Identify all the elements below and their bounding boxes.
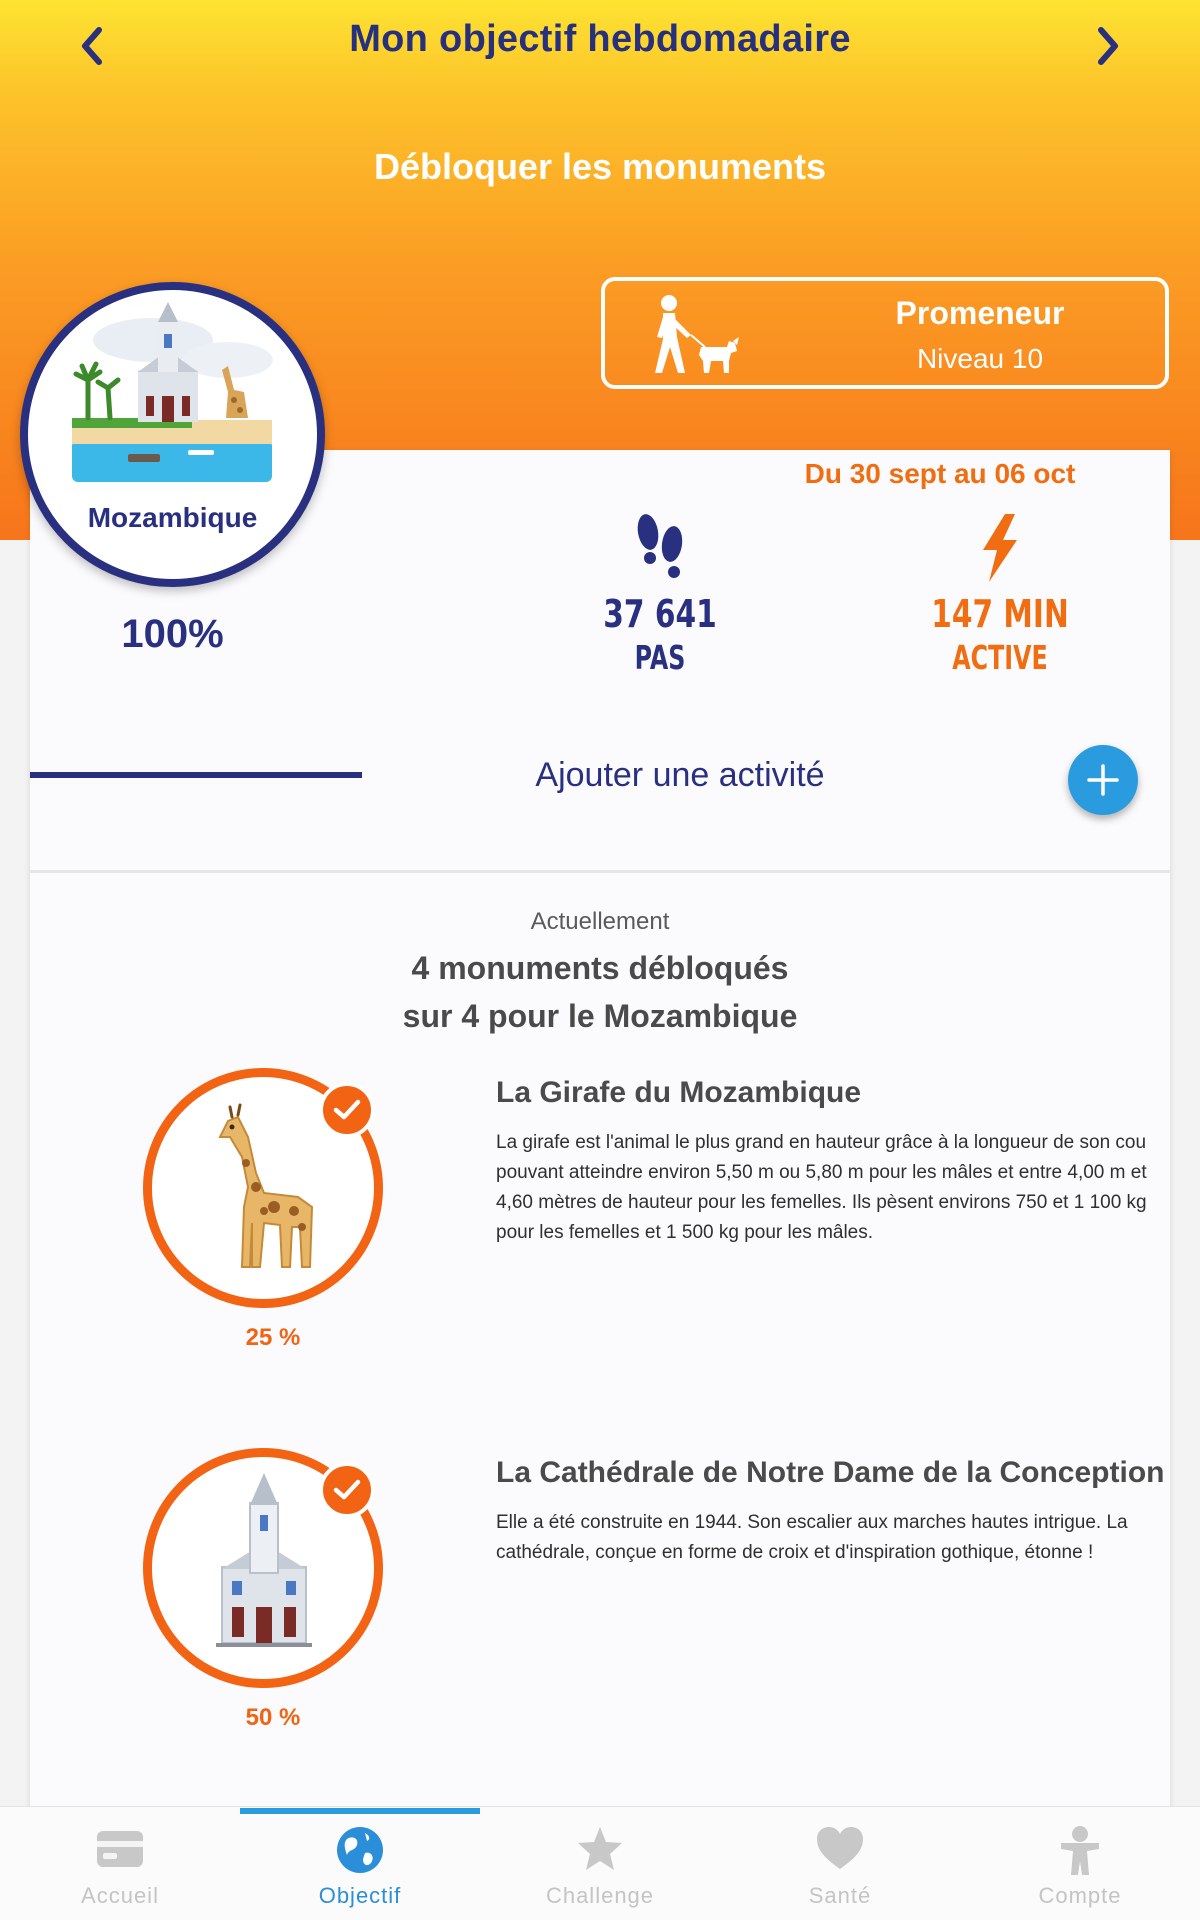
level-name: Promeneur bbox=[895, 295, 1065, 331]
bottom-navigation bbox=[0, 1806, 1200, 1920]
heart-icon bbox=[815, 1825, 865, 1873]
next-week-button[interactable] bbox=[1078, 16, 1138, 76]
add-activity-button[interactable] bbox=[1068, 745, 1138, 815]
nav-item-objectif[interactable] bbox=[240, 1807, 480, 1920]
steps-stat bbox=[560, 512, 760, 677]
monument-cathedral-description: Elle a été construite en 1944. Son escalier aux marches hautes intrigue. La cathédrale, conçue en forme de croix et d'inspiration gothique, étonne ! bbox=[496, 1512, 1128, 1563]
home-card-icon bbox=[95, 1825, 145, 1873]
checkmark-icon bbox=[333, 1478, 361, 1502]
chevron-right-icon bbox=[1093, 26, 1123, 66]
steps-unit: PAS bbox=[634, 638, 686, 677]
monument-giraffe-description: La girafe est l'animal le plus grand en hauteur grâce à la longueur de son cou pouvant atteindre environ 5,50 m ou 5,80 m pour les mâles et entre 4,00 m et 4,60 mètres de hauteur pour les femelles. Ils pèsent environs 750 et 1 100 kg pour les femelles et 1 500 kg pour les mâles. bbox=[496, 1132, 1147, 1243]
nav-item-accueil[interactable] bbox=[0, 1807, 240, 1920]
section-divider bbox=[30, 870, 1170, 873]
plus-icon bbox=[1085, 762, 1121, 798]
checkmark-icon bbox=[333, 1098, 361, 1122]
unlocked-summary-line1: 4 monuments débloqués bbox=[411, 950, 789, 986]
nav-item-sante[interactable] bbox=[720, 1807, 960, 1920]
unlocked-summary bbox=[0, 944, 1200, 1040]
nav-item-compte[interactable] bbox=[960, 1807, 1200, 1920]
level-card[interactable] bbox=[601, 277, 1169, 389]
nav-label-objectif: Objectif bbox=[318, 1883, 402, 1908]
unlocked-summary-line2: sur 4 pour le Mozambique bbox=[402, 998, 798, 1034]
steps-value: 37 641 bbox=[603, 592, 717, 636]
country-badge[interactable] bbox=[20, 282, 325, 587]
monument-cathedral-percent: 50 % bbox=[245, 1704, 301, 1731]
monument-cathedral-unlocked-badge bbox=[319, 1462, 375, 1518]
nav-label-compte: Compte bbox=[1038, 1883, 1122, 1908]
active-minutes-value: 147 MIN bbox=[931, 592, 1069, 636]
current-label: Actuellement bbox=[530, 908, 670, 935]
nav-label-sante: Santé bbox=[808, 1883, 872, 1908]
page-subtitle: Débloquer les monuments bbox=[373, 146, 827, 187]
page-title: Mon objectif hebdomadaire bbox=[349, 18, 851, 60]
monument-giraffe-percent: 25 % bbox=[245, 1324, 301, 1351]
active-tab-indicator bbox=[240, 1808, 480, 1814]
monument-cathedral-title: La Cathédrale de Notre Dame de la Conception bbox=[496, 1456, 1165, 1489]
level-value: Niveau 10 bbox=[916, 343, 1044, 374]
nav-item-challenge[interactable] bbox=[480, 1807, 720, 1920]
week-date-range: Du 30 sept au 06 oct bbox=[804, 458, 1076, 489]
nav-label-accueil: Accueil bbox=[81, 1883, 159, 1908]
country-progress-bar bbox=[30, 772, 362, 778]
nav-label-challenge: Challenge bbox=[545, 1883, 655, 1908]
dog-walker-icon bbox=[629, 291, 741, 377]
globe-icon bbox=[335, 1825, 385, 1875]
monument-giraffe-unlocked-badge bbox=[319, 1082, 375, 1138]
footprints-icon bbox=[630, 512, 690, 584]
person-icon bbox=[1055, 1825, 1105, 1877]
add-activity-link[interactable]: Ajouter une activité bbox=[535, 756, 825, 794]
country-name: Mozambique bbox=[87, 502, 258, 533]
mozambique-illustration bbox=[58, 300, 288, 500]
star-icon bbox=[575, 1825, 625, 1873]
country-progress-percent: 100% bbox=[121, 612, 224, 656]
active-minutes-stat bbox=[890, 512, 1110, 677]
monument-giraffe-title: La Girafe du Mozambique bbox=[496, 1076, 862, 1109]
lightning-icon bbox=[975, 512, 1025, 584]
active-minutes-unit: ACTIVE bbox=[952, 638, 1048, 677]
